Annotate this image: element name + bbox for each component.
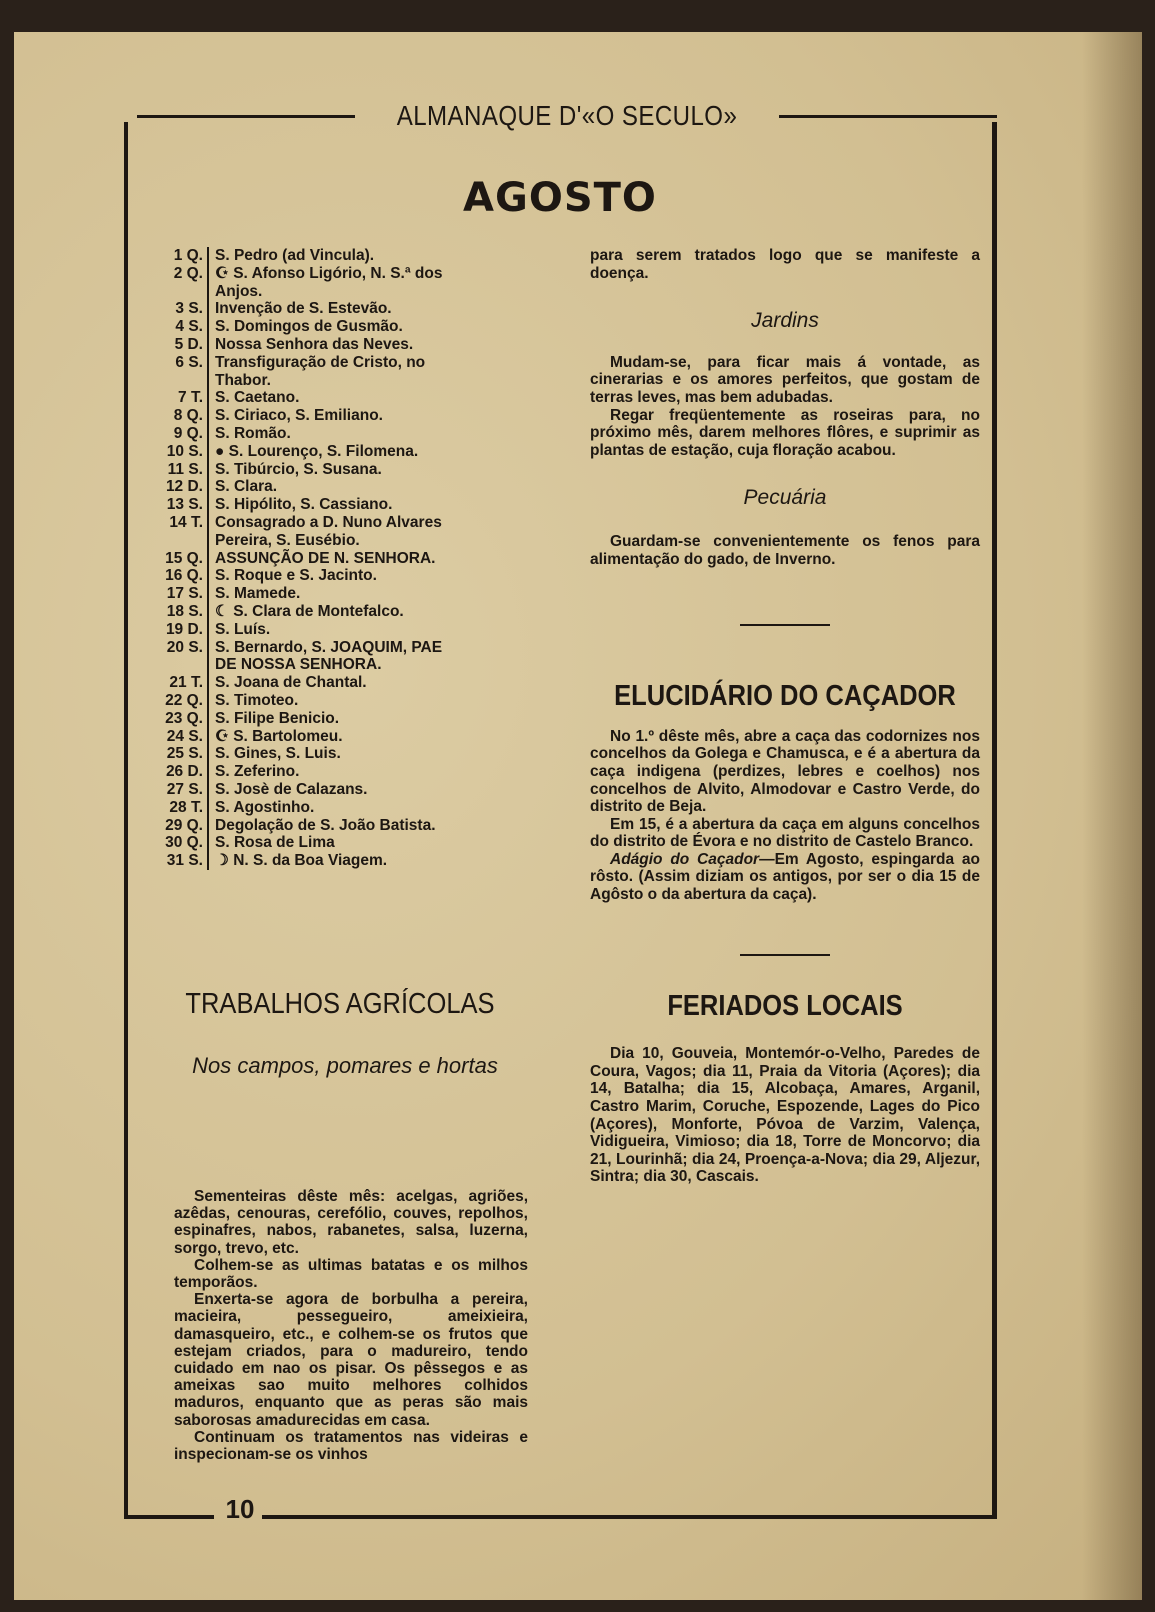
calendar-day: 7 T. — [162, 389, 209, 407]
calendar-day: 4 S. — [162, 318, 209, 336]
calendar-saint: Nossa Senhora das Neves. — [215, 335, 414, 353]
footer-rule-left — [124, 1515, 214, 1519]
calendar-saint: Consagrado a D. Nuno Alvares — [215, 513, 442, 531]
agricultura-paragraph: Sementeiras dêste mês: acelgas, agriões, azêdas, cenouras, cerefólio, couves, repolhos, espinafres, nabos, rabanetes, salsa, luzerna, sorgo, trevo, etc. — [174, 1188, 528, 1257]
footer-rule-right — [262, 1515, 997, 1519]
calendar-row — [162, 745, 546, 763]
month-title: AGOSTO — [463, 175, 657, 221]
agricultura-paragraph: Colhem-se as ultimas batatas e os milhos temporãos. — [174, 1256, 528, 1292]
calendar-saint: ASSUNÇÃO DE N. SENHORA. — [215, 549, 436, 567]
feriados-text: Dia 10, Gouveia, Montemór-o-Velho, Paredes de Coura, Vagos; dia 11, Praia da Vitoria (Açores); dia 14, Batalha; dia 15, Alcobaça, Amares, Arganil, Castro Marim, Coruche, Espozende, Lages do Pico (Açores), Monforte, Póvoa de Varzim, Valença, Vidigueira, Vimioso; dia 18, Torre de Moncorvo; dia 21, Lourinhã; dia 24, Proença-a-Nova; dia 29, Aljezur, Sintra; dia 30, Cascais. — [590, 1045, 980, 1186]
calendar-row — [162, 425, 546, 443]
calendar-day: 8 Q. — [162, 407, 209, 425]
section-divider — [740, 624, 830, 626]
frame-border-right — [992, 122, 997, 1516]
calendar-row — [162, 407, 546, 425]
agricultura-heading: TRABALHOS AGRÍCOLAS — [185, 988, 495, 1020]
calendar-saint: S. Clara. — [215, 478, 278, 496]
jardins-heading: Jardins — [751, 309, 819, 333]
calendar-row — [162, 728, 546, 746]
cacador-paragraph: No 1.º dêste mês, abre a caça das codornizes nos concelhos da Golega e Chamusca, e é a abertura da caça indigena (perdizes, lebres e coelhos) nos concelhos de Alvito, Almodovar e Castro Verde, do distrito de Beja. — [590, 727, 980, 816]
calendar-day: 23 Q. — [162, 710, 209, 728]
calendar-saint: ● S. Lourenço, S. Filomena. — [215, 442, 419, 460]
calendar-saint: S. Bernardo, S. JOAQUIM, PAE — [215, 638, 443, 656]
calendar-day: 17 S. — [162, 585, 209, 603]
calendar-saint: S. Rosa de Lima — [215, 834, 335, 852]
frame-border-left — [124, 122, 128, 1516]
agricultura-body — [174, 1188, 528, 1463]
calendar-row — [162, 621, 546, 639]
page-edge-shadow — [1082, 32, 1142, 1600]
calendar-saint: Pereira, S. Eusébio. — [215, 531, 360, 549]
page-number: 10 — [225, 1494, 255, 1524]
calendar-day: 9 Q. — [162, 425, 209, 443]
calendar-saint: Transfiguração de Cristo, no — [215, 353, 426, 371]
calendar-day — [162, 532, 209, 550]
calendar-day — [162, 372, 209, 390]
right-column — [590, 247, 980, 1186]
header-rule-right — [779, 115, 997, 118]
calendar-row — [162, 710, 546, 728]
agricultura-continuation: para serem tratados logo que se manifeste a doença. — [590, 247, 980, 282]
calendar-saint: ☾ S. Clara de Montefalco. — [215, 602, 404, 620]
calendar-saint: ☪ S. Afonso Ligório, N. S.ª dos — [215, 264, 443, 282]
calendar-day: 30 Q. — [162, 834, 209, 852]
calendar-row — [162, 656, 546, 674]
calendar-saint: S. Josè de Calazans. — [215, 780, 368, 798]
calendar-row — [162, 389, 546, 407]
calendar-row — [162, 639, 546, 657]
calendar-day — [162, 656, 209, 674]
calendar-row — [162, 567, 546, 585]
calendar-row — [162, 336, 546, 354]
calendar-saint: S. Filipe Benicio. — [215, 709, 340, 727]
calendar-saint: DE NOSSA SENHORA. — [215, 656, 382, 674]
calendar-row — [162, 283, 546, 301]
calendar-saint: S. Ciriaco, S. Emiliano. — [215, 407, 383, 425]
agricultura-paragraph: Continuam os tratamentos nas videiras e inspecionam-se os vinhos — [174, 1428, 528, 1464]
calendar-day: 26 D. — [162, 763, 209, 781]
agricultura-subheading: Nos campos, pomares e hortas — [192, 1053, 498, 1078]
calendar-row — [162, 674, 546, 692]
calendar-day: 18 S. — [162, 603, 209, 621]
running-header — [137, 96, 997, 136]
calendar-saint: S. Timoteo. — [215, 691, 299, 709]
calendar-row — [162, 852, 546, 870]
calendar-day: 15 Q. — [162, 550, 209, 568]
calendar-saint: S. Luís. — [215, 620, 271, 638]
calendar-day: 24 S. — [162, 728, 209, 746]
calendar-day: 14 T. — [162, 514, 209, 532]
jardins-paragraph: Regar freqüentemente as roseiras para, no próximo mês, darem melhores flôres, e suprimir as plantas de estação, cuja floração acabou. — [590, 406, 980, 459]
calendar-saint: Degolação de S. João Batista. — [215, 816, 436, 834]
calendar-day: 2 Q. — [162, 265, 209, 283]
calendar-day: 27 S. — [162, 781, 209, 799]
calendar-row — [162, 550, 546, 568]
calendar-day: 21 T. — [162, 674, 209, 692]
running-title: ALMANAQUE D'«O SECULO» — [396, 100, 738, 131]
calendar-row — [162, 354, 546, 372]
calendar-row — [162, 585, 546, 603]
calendar-row — [162, 318, 546, 336]
cacador-paragraph: Em 15, é a abertura da caça em alguns concelhos do distrito de Évora e no distrito de Castelo Branco. — [590, 815, 980, 851]
calendar-day: 19 D. — [162, 621, 209, 639]
calendar-row — [162, 603, 546, 621]
calendar-row — [162, 461, 546, 479]
calendar-saint: ☽ N. S. da Boa Viagem. — [215, 852, 388, 870]
calendar-day: 20 S. — [162, 639, 209, 657]
adagio-label: Adágio do Caçador — [610, 850, 760, 868]
calendar-day: 29 Q. — [162, 817, 209, 835]
agricultura-paragraph: Enxerta-se agora de borbulha a pereira, macieira, pessegueiro, ameixieira, damasqueiro, etc., e colhem-se os frutos que estejam criados, para o madureiro, tendo cuidado em nao os pisar. Os pêssegos e as ameixas sao muito melhores colhidos maduros, enquanto que as peras são mais saborosas amadurecidas em casa. — [174, 1291, 528, 1429]
calendar-row — [162, 300, 546, 318]
calendar-day: 16 Q. — [162, 567, 209, 585]
calendar-saint: S. Joana de Chantal. — [215, 674, 367, 692]
calendar-row — [162, 532, 546, 550]
saints-calendar — [162, 247, 546, 870]
pecuaria-heading: Pecuária — [743, 486, 827, 510]
calendar-day: 6 S. — [162, 354, 209, 372]
calendar-saint: S. Mamede. — [215, 585, 301, 603]
calendar-saint: S. Pedro (ad Vincula). — [215, 247, 375, 264]
calendar-day: 25 S. — [162, 745, 209, 763]
calendar-saint: Invenção de S. Estevão. — [215, 300, 392, 318]
calendar-saint: S. Roque e S. Jacinto. — [215, 567, 377, 585]
calendar-day: 13 S. — [162, 496, 209, 514]
calendar-saint: S. Tibúrcio, S. Susana. — [215, 460, 382, 478]
calendar-row — [162, 496, 546, 514]
calendar-day: 22 Q. — [162, 692, 209, 710]
calendar-saint: Anjos. — [215, 282, 263, 300]
cacador-heading: ELUCIDÁRIO DO CAÇADOR — [614, 680, 956, 713]
calendar-day: 12 D. — [162, 478, 209, 496]
calendar-day: 31 S. — [162, 852, 209, 870]
calendar-day: 1 Q. — [162, 247, 209, 265]
calendar-row — [162, 247, 546, 265]
pecuaria-paragraph: Guardam-se convenientemente os fenos para alimentação do gado, de Inverno. — [590, 532, 980, 568]
jardins-paragraph: Mudam-se, para ficar mais á vontade, as cinerarias e os amores perfeitos, que gostam de terras leves, mas bem adubadas. — [590, 353, 980, 406]
calendar-row — [162, 265, 546, 283]
calendar-day — [162, 283, 209, 301]
header-rule-left — [137, 115, 355, 118]
calendar-row — [162, 799, 546, 817]
calendar-saint: Thabor. — [215, 371, 271, 389]
calendar-day: 5 D. — [162, 336, 209, 354]
calendar-day: 3 S. — [162, 300, 209, 318]
calendar-saint: S. Caetano. — [215, 389, 300, 407]
calendar-day: 28 T. — [162, 799, 209, 817]
calendar-row — [162, 443, 546, 461]
calendar-row — [162, 834, 546, 852]
calendar-row — [162, 478, 546, 496]
section-divider — [740, 954, 830, 956]
calendar-row — [162, 692, 546, 710]
calendar-day: 11 S. — [162, 461, 209, 479]
feriados-heading: FERIADOS LOCAIS — [667, 989, 903, 1022]
calendar-row — [162, 763, 546, 781]
calendar-saint: ☪ S. Bartolomeu. — [215, 727, 343, 745]
calendar-row — [162, 372, 546, 390]
calendar-row — [162, 514, 546, 532]
adagio-text: —Em Agosto, espingarda ao rôsto. (Assim diziam os antigos, por ser o dia 15 de Agôsto o da abertura da caça). — [590, 850, 980, 904]
calendar-row — [162, 817, 546, 835]
calendar-saint: S. Domingos de Gusmão. — [215, 318, 403, 336]
calendar-saint: S. Gines, S. Luis. — [215, 745, 341, 763]
calendar-saint: S. Zeferino. — [215, 763, 300, 781]
calendar-saint: S. Romão. — [215, 424, 291, 442]
calendar-day: 10 S. — [162, 443, 209, 461]
calendar-saint: S. Hipólito, S. Cassiano. — [215, 496, 393, 514]
calendar-saint: S. Agostinho. — [215, 798, 315, 816]
calendar-row — [162, 781, 546, 799]
